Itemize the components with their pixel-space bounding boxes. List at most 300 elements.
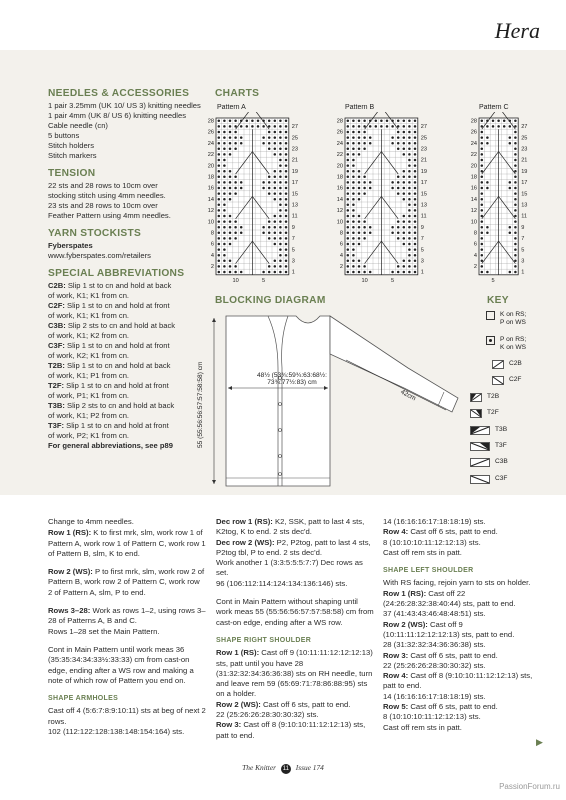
purl-stitch-mark bbox=[347, 265, 350, 268]
needles-line: Cable needle (cn) bbox=[48, 121, 108, 130]
purl-stitch-mark bbox=[414, 243, 417, 246]
purl-stitch-mark bbox=[481, 204, 484, 207]
purl-stitch-mark bbox=[408, 142, 411, 145]
purl-stitch-mark bbox=[397, 148, 400, 151]
key-label: C3B bbox=[495, 458, 508, 466]
purl-stitch-mark bbox=[481, 260, 484, 263]
purl-stitch-mark bbox=[403, 170, 406, 173]
row-number-label: 5 bbox=[521, 247, 525, 254]
purl-stitch-mark bbox=[514, 192, 517, 195]
row-number-label: 8 bbox=[473, 230, 477, 237]
purl-stitch-mark bbox=[218, 142, 221, 145]
purl-stitch-mark bbox=[218, 209, 221, 212]
purl-stitch-mark bbox=[363, 237, 366, 240]
page-number: 11 bbox=[282, 766, 289, 772]
purl-stitch-mark bbox=[403, 181, 406, 184]
shape-right-shoulder-heading: SHAPE RIGHT SHOULDER bbox=[216, 636, 312, 644]
purl-stitch-mark bbox=[403, 187, 406, 190]
purl-stitch-mark bbox=[397, 181, 400, 184]
purl-stitch-mark bbox=[481, 243, 484, 246]
purl-stitch-mark bbox=[363, 125, 366, 128]
purl-stitch-mark bbox=[397, 120, 400, 123]
purl-stitch-mark bbox=[234, 187, 237, 190]
purl-stitch-mark bbox=[363, 136, 366, 139]
purl-stitch-mark bbox=[397, 265, 400, 268]
purl-stitch-mark bbox=[274, 232, 277, 235]
watermark-text: PassionForum.ru bbox=[499, 782, 560, 791]
purl-stitch-mark bbox=[408, 131, 411, 134]
purl-stitch-mark bbox=[223, 265, 226, 268]
purl-stitch-mark bbox=[223, 198, 226, 201]
purl-stitch-mark bbox=[223, 176, 226, 179]
purl-stitch-mark bbox=[229, 125, 232, 128]
purl-stitch-mark bbox=[285, 176, 288, 179]
purl-stitch-mark bbox=[285, 136, 288, 139]
purl-stitch-mark bbox=[408, 226, 411, 229]
purl-stitch-mark bbox=[262, 232, 265, 235]
column-number-label: 10 bbox=[361, 277, 368, 284]
abbrev-heading: SPECIAL ABBREVIATIONS bbox=[48, 268, 185, 279]
key-label: T3B bbox=[495, 425, 508, 433]
purl-stitch-mark bbox=[347, 237, 350, 240]
purl-stitch-mark bbox=[414, 170, 417, 173]
purl-stitch-mark bbox=[285, 265, 288, 268]
purl-stitch-mark bbox=[223, 181, 226, 184]
row-number-label: 24 bbox=[336, 140, 343, 147]
purl-stitch-mark bbox=[481, 131, 484, 134]
cable-symbol-icon bbox=[492, 376, 504, 385]
purl-stitch-mark bbox=[481, 142, 484, 145]
purl-stitch-mark bbox=[403, 260, 406, 263]
purl-stitch-mark bbox=[358, 271, 361, 274]
purl-stitch-mark bbox=[347, 220, 350, 223]
row-number-label: 26 bbox=[470, 129, 477, 136]
purl-stitch-mark bbox=[369, 271, 372, 274]
row-number-label: 4 bbox=[473, 252, 477, 259]
purl-stitch-mark bbox=[223, 148, 226, 151]
purl-stitch-mark bbox=[486, 271, 489, 274]
row-number-label: 26 bbox=[207, 129, 214, 136]
abbrev-item: T2F: Slip 1 st to cn and hold at front of work, P1; K1 from cn. bbox=[48, 381, 169, 400]
purl-stitch-mark bbox=[234, 176, 237, 179]
purl-stitch-mark bbox=[391, 271, 394, 274]
purl-stitch-mark bbox=[358, 125, 361, 128]
purl-stitch-mark bbox=[223, 159, 226, 162]
purl-stitch-mark bbox=[285, 198, 288, 201]
column-number-label: 5 bbox=[391, 277, 395, 284]
purl-stitch-mark bbox=[352, 215, 355, 218]
key-item-purl: P on RS; K on WS bbox=[486, 336, 526, 352]
purl-stitch-mark bbox=[240, 136, 243, 139]
purl-stitch-mark bbox=[285, 260, 288, 263]
shape-armholes-heading: SHAPE ARMHOLES bbox=[48, 695, 119, 703]
purl-stitch-mark bbox=[481, 248, 484, 251]
key-label: T3F bbox=[495, 442, 507, 449]
purl-stitch-mark bbox=[223, 120, 226, 123]
purl-stitch-mark bbox=[229, 120, 232, 123]
purl-stitch-mark bbox=[257, 120, 260, 123]
purl-stitch-mark bbox=[403, 120, 406, 123]
shape-left-shoulder-heading: SHAPE LEFT SHOULDER bbox=[383, 567, 474, 575]
purl-stitch-mark bbox=[274, 192, 277, 195]
purl-stitch-mark bbox=[414, 248, 417, 251]
purl-stitch-mark bbox=[274, 220, 277, 223]
purl-stitch-mark bbox=[408, 120, 411, 123]
purl-stitch-mark bbox=[285, 209, 288, 212]
purl-stitch-mark bbox=[279, 243, 282, 246]
purl-stitch-mark bbox=[218, 131, 221, 134]
cable-symbol-icon bbox=[470, 475, 490, 484]
purl-stitch-mark bbox=[414, 187, 417, 190]
purl-stitch-mark bbox=[262, 187, 265, 190]
purl-stitch-mark bbox=[352, 192, 355, 195]
purl-stitch-mark bbox=[352, 159, 355, 162]
purl-stitch-mark bbox=[492, 120, 495, 123]
key-label: C3F bbox=[495, 474, 508, 482]
purl-stitch-mark bbox=[481, 181, 484, 184]
purl-stitch-mark bbox=[358, 265, 361, 268]
row-number-label: 7 bbox=[521, 236, 525, 243]
row-number-label: 27 bbox=[521, 124, 528, 131]
row-number-label: 8 bbox=[339, 230, 343, 237]
row-number-label: 3 bbox=[521, 258, 525, 265]
purl-stitch-mark bbox=[234, 220, 237, 223]
purl-stitch-mark bbox=[486, 125, 489, 128]
purl-stitch-mark bbox=[223, 142, 226, 145]
purl-stitch-mark bbox=[262, 136, 265, 139]
column-number-label: 10 bbox=[232, 277, 239, 284]
purl-stitch-mark bbox=[223, 232, 226, 235]
purl-stitch-mark bbox=[408, 159, 411, 162]
row-number-label: 16 bbox=[207, 185, 214, 192]
row-number-label: 28 bbox=[470, 118, 477, 125]
row-number-label: 3 bbox=[420, 258, 424, 265]
row-number-label: 11 bbox=[521, 213, 528, 220]
purl-stitch-mark bbox=[279, 204, 282, 207]
purl-stitch-mark bbox=[414, 260, 417, 263]
purl-stitch-mark bbox=[279, 125, 282, 128]
abbrev-list bbox=[48, 281, 206, 451]
row-number-label: 20 bbox=[470, 163, 477, 170]
row-number-label: 21 bbox=[291, 157, 299, 164]
purl-stitch-mark bbox=[268, 220, 271, 223]
row-number-label: 5 bbox=[291, 247, 295, 254]
purl-stitch-mark bbox=[414, 176, 417, 179]
purl-stitch-mark bbox=[369, 136, 372, 139]
purl-stitch-mark bbox=[223, 237, 226, 240]
row-number-label: 22 bbox=[336, 152, 343, 159]
page-title: Hera bbox=[494, 18, 540, 43]
purl-stitch-mark bbox=[408, 136, 411, 139]
purl-stitch-mark bbox=[509, 226, 512, 229]
purl-stitch-mark bbox=[352, 153, 355, 156]
pattern-a-chart bbox=[202, 112, 312, 292]
purl-stitch-mark bbox=[414, 131, 417, 134]
purl-stitch-mark bbox=[408, 209, 411, 212]
purl-stitch-mark bbox=[285, 220, 288, 223]
purl-stitch-mark bbox=[347, 142, 350, 145]
purl-stitch-mark bbox=[481, 136, 484, 139]
purl-stitch-mark bbox=[218, 232, 221, 235]
purl-stitch-mark bbox=[274, 131, 277, 134]
key-heading: KEY bbox=[487, 295, 509, 306]
purl-stitch-mark bbox=[279, 131, 282, 134]
purl-stitch-mark bbox=[285, 181, 288, 184]
purl-stitch-mark bbox=[218, 170, 221, 173]
purl-stitch-mark bbox=[397, 220, 400, 223]
purl-stitch-mark bbox=[358, 142, 361, 145]
purl-stitch-mark bbox=[486, 142, 489, 145]
purl-stitch-mark bbox=[358, 136, 361, 139]
purl-stitch-mark bbox=[352, 120, 355, 123]
purl-stitch-mark bbox=[279, 254, 282, 257]
purl-stitch-mark bbox=[514, 254, 517, 257]
purl-stitch-mark bbox=[347, 226, 350, 229]
row-number-label: 13 bbox=[291, 202, 299, 209]
purl-stitch-mark bbox=[408, 243, 411, 246]
purl-stitch-mark bbox=[274, 215, 277, 218]
purl-stitch-mark bbox=[408, 198, 411, 201]
purl-stitch-mark bbox=[279, 198, 282, 201]
row-number-label: 23 bbox=[291, 146, 299, 153]
row-number-label: 15 bbox=[291, 191, 299, 198]
column-number-label: 5 bbox=[262, 277, 266, 284]
row-number-label: 16 bbox=[336, 185, 343, 192]
row-number-label: 8 bbox=[210, 230, 214, 237]
purl-stitch-mark bbox=[481, 153, 484, 156]
yarn-url[interactable]: www.fyberspates.com/retailers bbox=[48, 251, 151, 260]
row-number-label: 24 bbox=[207, 140, 214, 147]
purl-stitch-mark bbox=[358, 187, 361, 190]
purl-stitch-mark bbox=[218, 164, 221, 167]
purl-stitch-mark bbox=[279, 209, 282, 212]
purl-stitch-mark bbox=[234, 192, 237, 195]
purl-stitch-mark bbox=[223, 209, 226, 212]
needles-line: 5 buttons bbox=[48, 131, 80, 140]
purl-stitch-mark bbox=[397, 176, 400, 179]
row-number-label: 19 bbox=[291, 168, 299, 175]
purl-stitch-mark bbox=[369, 142, 372, 145]
purl-stitch-mark bbox=[514, 248, 517, 251]
purl-stitch-mark bbox=[218, 187, 221, 190]
purl-stitch-mark bbox=[279, 248, 282, 251]
purl-stitch-mark bbox=[509, 125, 512, 128]
purl-stitch-mark bbox=[403, 232, 406, 235]
purl-stitch-mark bbox=[279, 237, 282, 240]
purl-stitch-mark bbox=[223, 243, 226, 246]
purl-stitch-mark bbox=[285, 187, 288, 190]
purl-stitch-mark bbox=[285, 204, 288, 207]
purl-stitch-mark bbox=[514, 142, 517, 145]
purl-stitch-mark bbox=[279, 220, 282, 223]
purl-stitch-mark bbox=[268, 271, 271, 274]
purl-stitch-mark bbox=[262, 226, 265, 229]
purl-stitch-mark bbox=[397, 142, 400, 145]
row-number-label: 23 bbox=[521, 146, 528, 153]
row-number-label: 24 bbox=[470, 140, 477, 147]
purl-stitch-mark bbox=[218, 265, 221, 268]
purl-stitch-mark bbox=[274, 187, 277, 190]
purl-stitch-mark bbox=[358, 220, 361, 223]
purl-stitch-mark bbox=[414, 209, 417, 212]
purl-stitch-mark bbox=[268, 226, 271, 229]
purl-stitch-mark bbox=[363, 265, 366, 268]
purl-stitch-mark bbox=[363, 187, 366, 190]
purl-stitch-mark bbox=[279, 142, 282, 145]
needles-heading: NEEDLES & ACCESSORIES bbox=[48, 88, 190, 99]
purl-stitch-mark bbox=[408, 181, 411, 184]
purl-stitch-mark bbox=[358, 243, 361, 246]
purl-stitch-mark bbox=[223, 271, 226, 274]
purl-stitch-mark bbox=[481, 192, 484, 195]
purl-stitch-mark bbox=[414, 192, 417, 195]
purl-stitch-mark bbox=[234, 125, 237, 128]
cable-symbol-icon bbox=[470, 442, 490, 451]
purl-stitch-mark bbox=[246, 125, 249, 128]
purl-stitch-mark bbox=[369, 181, 372, 184]
purl-stitch-mark bbox=[397, 232, 400, 235]
purl-stitch-mark bbox=[403, 136, 406, 139]
instructions-col-2: Dec row 1 (RS): K2, SSK, patt to last 4 sts, K2tog, K to end. 2 sts dec'd. Dec row 2 (WS): P2, P2tog, patt to last 4 sts, P2tog tbl, P to end. 2 sts dec'd. Work another 1 (3:3:5:5:5:7:7) Dec rows as set. 96 (106:112:114:124:134:136:146) sts. Cont in Main Pattern without shaping until work meas 55 (55:56:56:57:57:58:58) cm from cast-on edge, ending after a WS row. SHAPE RIGHT SHOULDER Row 1 (RS): Cast off 9 (10:11:11:12:12:12:13) sts, patt until you have 28 (31:32:32:34:36:36:38) sts on RH needle, turn and leave rem 59 (65:69:71:78:86:88:95) sts on a holder. Row 2 (WS): Cast off 6 sts, patt to end. 22 (25:26:26:28:30:30:32) sts. Row 3: Cast off 8 (9:10:10:11:12:12:13) sts, patt to end. bbox=[216, 517, 374, 740]
purl-stitch-mark bbox=[514, 237, 517, 240]
row-number-label: 7 bbox=[420, 236, 424, 243]
purl-stitch-mark bbox=[414, 198, 417, 201]
purl-stitch-mark bbox=[347, 159, 350, 162]
purl-stitch-mark bbox=[240, 271, 243, 274]
abbrev-item: C2B: Slip 1 st to cn and hold at back of work, K1; K1 from cn. bbox=[48, 281, 172, 300]
purl-stitch-mark bbox=[268, 120, 271, 123]
purl-stitch-mark bbox=[234, 237, 237, 240]
purl-stitch-mark bbox=[352, 142, 355, 145]
purl-stitch-mark bbox=[279, 136, 282, 139]
purl-stitch-mark bbox=[386, 125, 389, 128]
purl-stitch-mark bbox=[279, 192, 282, 195]
purl-stitch-mark bbox=[347, 187, 350, 190]
purl-stitch-mark bbox=[352, 136, 355, 139]
purl-stitch-mark bbox=[414, 232, 417, 235]
row-number-label: 15 bbox=[420, 191, 428, 198]
purl-stitch-mark bbox=[414, 215, 417, 218]
row-number-label: 17 bbox=[420, 180, 428, 187]
purl-stitch-mark bbox=[285, 164, 288, 167]
key-label: C2F bbox=[509, 376, 522, 384]
purl-stitch-mark bbox=[514, 170, 517, 173]
purl-stitch-mark bbox=[414, 148, 417, 151]
purl-stitch-mark bbox=[514, 148, 517, 151]
purl-stitch-mark bbox=[497, 120, 500, 123]
purl-stitch-mark bbox=[363, 232, 366, 235]
purl-stitch-mark bbox=[285, 142, 288, 145]
purl-stitch-mark bbox=[414, 164, 417, 167]
purl-stitch-mark bbox=[514, 198, 517, 201]
purl-stitch-mark bbox=[403, 226, 406, 229]
purl-stitch-mark bbox=[414, 153, 417, 156]
purl-stitch-mark bbox=[397, 271, 400, 274]
purl-stitch-mark bbox=[403, 271, 406, 274]
row-number-label: 1 bbox=[521, 269, 525, 276]
purl-stitch-mark bbox=[223, 125, 226, 128]
purl-stitch-mark bbox=[347, 243, 350, 246]
purl-stitch-mark bbox=[352, 176, 355, 179]
purl-stitch-mark bbox=[218, 271, 221, 274]
needles-line: 1 pair 3.25mm (UK 10/ US 3) knitting needles bbox=[48, 101, 201, 110]
needles-line: Stitch markers bbox=[48, 151, 97, 160]
instructions-col-3: 14 (16:16:16:17:18:18:19) sts. Row 4: Cast off 6 sts, patt to end. 8 (10:10:10:11:12:12:13) sts. Cast off rem sts in patt. SHAPE LEFT SHOULDER With RS facing, rejoin yarn to sts on holder. Row 1 (RS): Cast off 22 (24:26:28:32:38:40:44) sts, patt to end. 37 (41:43:43:46:48:48:51) sts. Row 2 (WS): Cast off 9 (10:11:11:12:12:12:13) sts, patt to end. 28 (31:32:32:34:36:36:38) sts. Row 3: Cast off 6 sts, patt to end. 22 (25:26:26:28:30:30:32) sts. Row 4: Cast off 8 (9:10:10:11:12:12:13) sts, patt to end. 14 (16:16:16:17:18:18:19) sts. Row 5: Cast off 6 sts, patt to end. 8 (10:10:10:11:12:12:13) sts. Cast off rem sts in patt. bbox=[383, 517, 541, 733]
purl-stitch-mark bbox=[229, 136, 232, 139]
purl-stitch-mark bbox=[358, 232, 361, 235]
purl-stitch-mark bbox=[514, 131, 517, 134]
purl-stitch-mark bbox=[414, 181, 417, 184]
purl-stitch-mark bbox=[403, 215, 406, 218]
purl-stitch-mark bbox=[509, 142, 512, 145]
purl-stitch-mark bbox=[218, 220, 221, 223]
knit-symbol-icon bbox=[486, 311, 495, 320]
purl-stitch-mark bbox=[279, 215, 282, 218]
purl-stitch-mark bbox=[218, 254, 221, 257]
purl-stitch-mark bbox=[218, 248, 221, 251]
key-item-t3b bbox=[470, 426, 507, 435]
purl-stitch-mark bbox=[369, 232, 372, 235]
row-number-label: 21 bbox=[420, 157, 428, 164]
row-number-label: 6 bbox=[473, 241, 477, 248]
purl-stitch-mark bbox=[352, 164, 355, 167]
purl-stitch-mark bbox=[514, 232, 517, 235]
purl-stitch-mark bbox=[234, 265, 237, 268]
purl-stitch-mark bbox=[229, 243, 232, 246]
purl-stitch-mark bbox=[397, 237, 400, 240]
purl-stitch-mark bbox=[481, 125, 484, 128]
purl-stitch-mark bbox=[408, 187, 411, 190]
key-item-t2b bbox=[470, 393, 499, 402]
general-abbrev-note: For general abbreviations, see p89 bbox=[48, 441, 173, 450]
row-number-label: 13 bbox=[521, 202, 528, 209]
purl-stitch-mark bbox=[408, 215, 411, 218]
purl-stitch-mark bbox=[358, 148, 361, 151]
purl-stitch-mark bbox=[397, 125, 400, 128]
purl-stitch-mark bbox=[218, 153, 221, 156]
purl-stitch-mark bbox=[391, 142, 394, 145]
key-item-c2f bbox=[492, 376, 521, 385]
purl-stitch-mark bbox=[223, 187, 226, 190]
purl-stitch-mark bbox=[408, 153, 411, 156]
purl-stitch-mark bbox=[481, 159, 484, 162]
purl-stitch-mark bbox=[358, 131, 361, 134]
purl-stitch-mark bbox=[229, 260, 232, 263]
purl-stitch-mark bbox=[375, 125, 378, 128]
purl-stitch-mark bbox=[218, 176, 221, 179]
purl-stitch-mark bbox=[481, 237, 484, 240]
purl-stitch-mark bbox=[279, 232, 282, 235]
purl-stitch-mark bbox=[347, 198, 350, 201]
purl-stitch-mark bbox=[279, 265, 282, 268]
key-item-c3f bbox=[470, 475, 507, 484]
purl-stitch-mark bbox=[234, 148, 237, 151]
purl-stitch-mark bbox=[358, 176, 361, 179]
purl-stitch-mark bbox=[486, 181, 489, 184]
purl-stitch-mark bbox=[375, 120, 378, 123]
purl-stitch-mark bbox=[408, 176, 411, 179]
row-number-label: 20 bbox=[207, 163, 214, 170]
purl-stitch-mark bbox=[274, 170, 277, 173]
purl-stitch-mark bbox=[279, 226, 282, 229]
purl-stitch-mark bbox=[223, 153, 226, 156]
purl-stitch-mark bbox=[352, 148, 355, 151]
purl-stitch-mark bbox=[279, 148, 282, 151]
purl-stitch-mark bbox=[403, 153, 406, 156]
purl-stitch-mark bbox=[397, 136, 400, 139]
purl-stitch-mark bbox=[363, 176, 366, 179]
purl-stitch-mark bbox=[481, 220, 484, 223]
